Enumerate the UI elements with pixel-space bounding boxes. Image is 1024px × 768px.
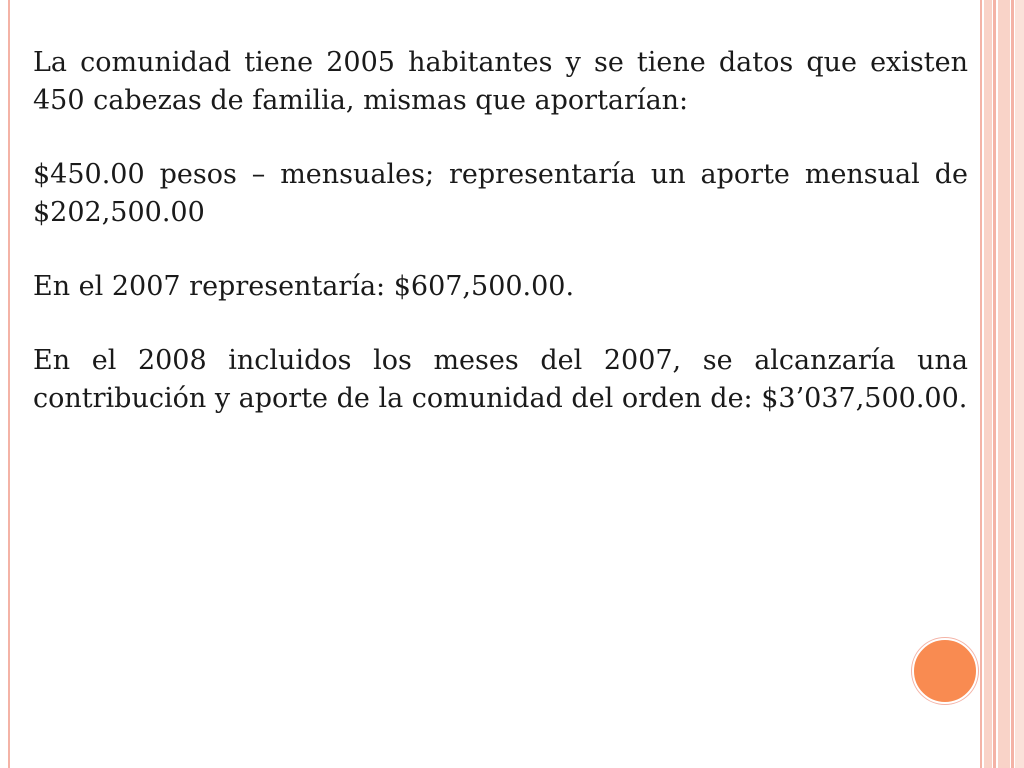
paragraph-2007-total: En el 2007 representaría: $607,500.00. [33, 271, 575, 302]
right-border-stripe [984, 0, 992, 768]
right-border-stripe [1011, 0, 1014, 768]
paragraph-2008-total: En el 2008 incluidos los meses del 2007, se alcanzaría una contribución y aporte de la comunidad del orden de: $3’037,500.00. [33, 345, 968, 414]
right-border-stripe [993, 0, 996, 768]
paragraph-monthly-contribution: $450.00 pesos – mensuales; representaría un aporte mensual de $202,500.00 [33, 159, 968, 228]
right-border-stripe [980, 0, 982, 768]
right-border-stripe [998, 0, 1010, 768]
left-border-line [8, 0, 10, 768]
right-border-stripe [1015, 0, 1024, 768]
paragraph-population: La comunidad tiene 2005 habitantes y se tiene datos que existen 450 cabezas de familia, mismas que aportarían: [33, 47, 968, 116]
orange-circle-decoration [912, 638, 978, 704]
slide-body [33, 44, 968, 454]
